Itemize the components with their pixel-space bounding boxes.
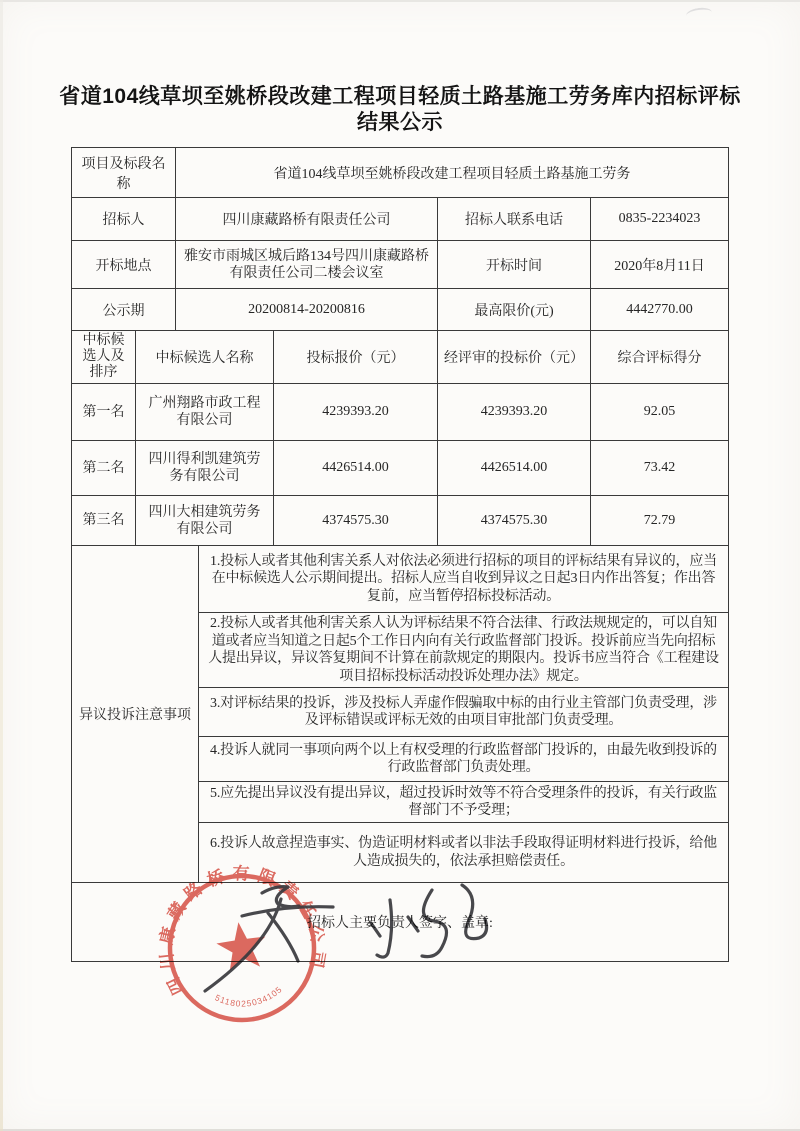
- max-price-label: 最高限价(元): [438, 289, 591, 331]
- candidate-score: 73.42: [591, 441, 729, 496]
- tenderee-label: 招标人: [72, 198, 176, 241]
- svg-text:5118025034105: [212, 983, 286, 1013]
- candidates-bid-header: 投标报价（元）: [274, 331, 438, 384]
- note-item-6: 6.投诉人故意捏造事实、伪造证明材料或者以非法手段取得证明材料进行投诉，给他人造成损失的，依法承担赔偿责任。: [199, 823, 729, 883]
- venue-value: 雅安市雨城区城后路134号四川康藏路桥有限责任公司二楼会议室: [176, 241, 438, 289]
- project-name-value: 省道104线草坝至姚桥段改建工程项目轻质土路基施工劳务: [176, 148, 729, 198]
- notes-section-label: 异议投诉注意事项: [72, 546, 199, 883]
- candidate-bid: 4374575.30: [274, 496, 438, 546]
- note-item-5: 5.应先提出异议没有提出异议，超过投诉时效等不符合受理条件的投诉，有关行政监督部门不予受理；: [199, 782, 729, 823]
- publicity-period-value: 20200814-20200816: [176, 289, 438, 331]
- venue-label: 开标地点: [72, 241, 176, 289]
- note-item-2: 2.投标人或者其他利害关系人认为评标结果不符合法律、行政法规规定的，可以自知道或者应当知道之日起5个工作日内向有关行政监督部门投诉。投诉前应当先向招标人提出异议，异议答复期间不计算在前款规定的期限内。投诉书应当符合《工程建设项目招标投标活动投诉处理办法》规定。: [199, 613, 729, 688]
- project-name-label: 项目及标段名称: [72, 148, 176, 198]
- stamp-company-text: 四川康藏路桥有限责任公司: [156, 864, 329, 998]
- candidate-rank: 第二名: [72, 441, 136, 496]
- note-item-4: 4.投诉人就同一事项向两个以上有权受理的行政监督部门投诉的，由最先收到投诉的行政监督部门负责处理。: [199, 737, 729, 782]
- candidates-name-header: 中标候选人名称: [136, 331, 274, 384]
- candidate-row-1: [72, 384, 729, 441]
- phone-label: 招标人联系电话: [438, 198, 591, 241]
- note-item-3: 3.对评标结果的投诉，涉及投标人弄虚作假骗取中标的由行业主管部门负责受理，涉及评标错误或评标无效的由项目审批部门负责受理。: [199, 688, 729, 737]
- candidate-score: 72.79: [591, 496, 729, 546]
- candidate-name: 广州翔路市政工程有限公司: [136, 384, 274, 441]
- publicity-period-label: 公示期: [72, 289, 176, 331]
- candidate-reviewed-bid: 4426514.00: [438, 441, 591, 496]
- candidate-reviewed-bid: 4374575.30: [438, 496, 591, 546]
- open-time-label: 开标时间: [438, 241, 591, 289]
- candidate-row-2: [72, 441, 729, 496]
- open-time-value: 2020年8月11日: [591, 241, 729, 289]
- candidates-rank-header: 中标候选人及排序: [72, 331, 136, 384]
- signature-label: 招标人主要负责人签字、盖章:: [307, 916, 493, 931]
- phone-value: 0835-2234023: [591, 198, 729, 241]
- candidate-score: 92.05: [591, 384, 729, 441]
- candidate-bid: 4239393.20: [274, 384, 438, 441]
- candidate-rank: 第一名: [72, 384, 136, 441]
- note-item-1: 1.投标人或者其他利害关系人对依法必须进行招标的项目的评标结果有异议的，应当在中标候选人公示期间提出。招标人应当自收到异议之日起3日内作出答复；作出答复前，应当暂停招标投标活动。: [199, 546, 729, 613]
- page-title-line2: 结果公示: [357, 111, 443, 134]
- candidates-score-header: 综合评标得分: [591, 331, 729, 384]
- scan-edge-left: [0, 0, 3, 1131]
- scan-edge-top: [0, 0, 800, 2]
- candidate-bid: 4426514.00: [274, 441, 438, 496]
- candidates-reviewed-header: 经评审的投标价（元）: [438, 331, 591, 384]
- max-price-value: 4442770.00: [591, 289, 729, 331]
- candidate-reviewed-bid: 4239393.20: [438, 384, 591, 441]
- candidate-name: 四川得利凯建筑劳务有限公司: [136, 441, 274, 496]
- stamp-number-text: 5118025034105: [213, 983, 285, 1009]
- page-title: [0, 84, 800, 136]
- signature-cell: [72, 883, 729, 962]
- candidate-rank: 第三名: [72, 496, 136, 546]
- tenderee-value: 四川康藏路桥有限责任公司: [176, 198, 438, 241]
- announcement-table: [71, 147, 729, 962]
- scan-smudge-mark: [685, 6, 712, 22]
- candidate-row-3: [72, 496, 729, 546]
- page-title-line1: 省道104线草坝至姚桥段改建工程项目轻质土路基施工劳务库内招标评标: [59, 85, 741, 108]
- candidate-name: 四川大相建筑劳务有限公司: [136, 496, 274, 546]
